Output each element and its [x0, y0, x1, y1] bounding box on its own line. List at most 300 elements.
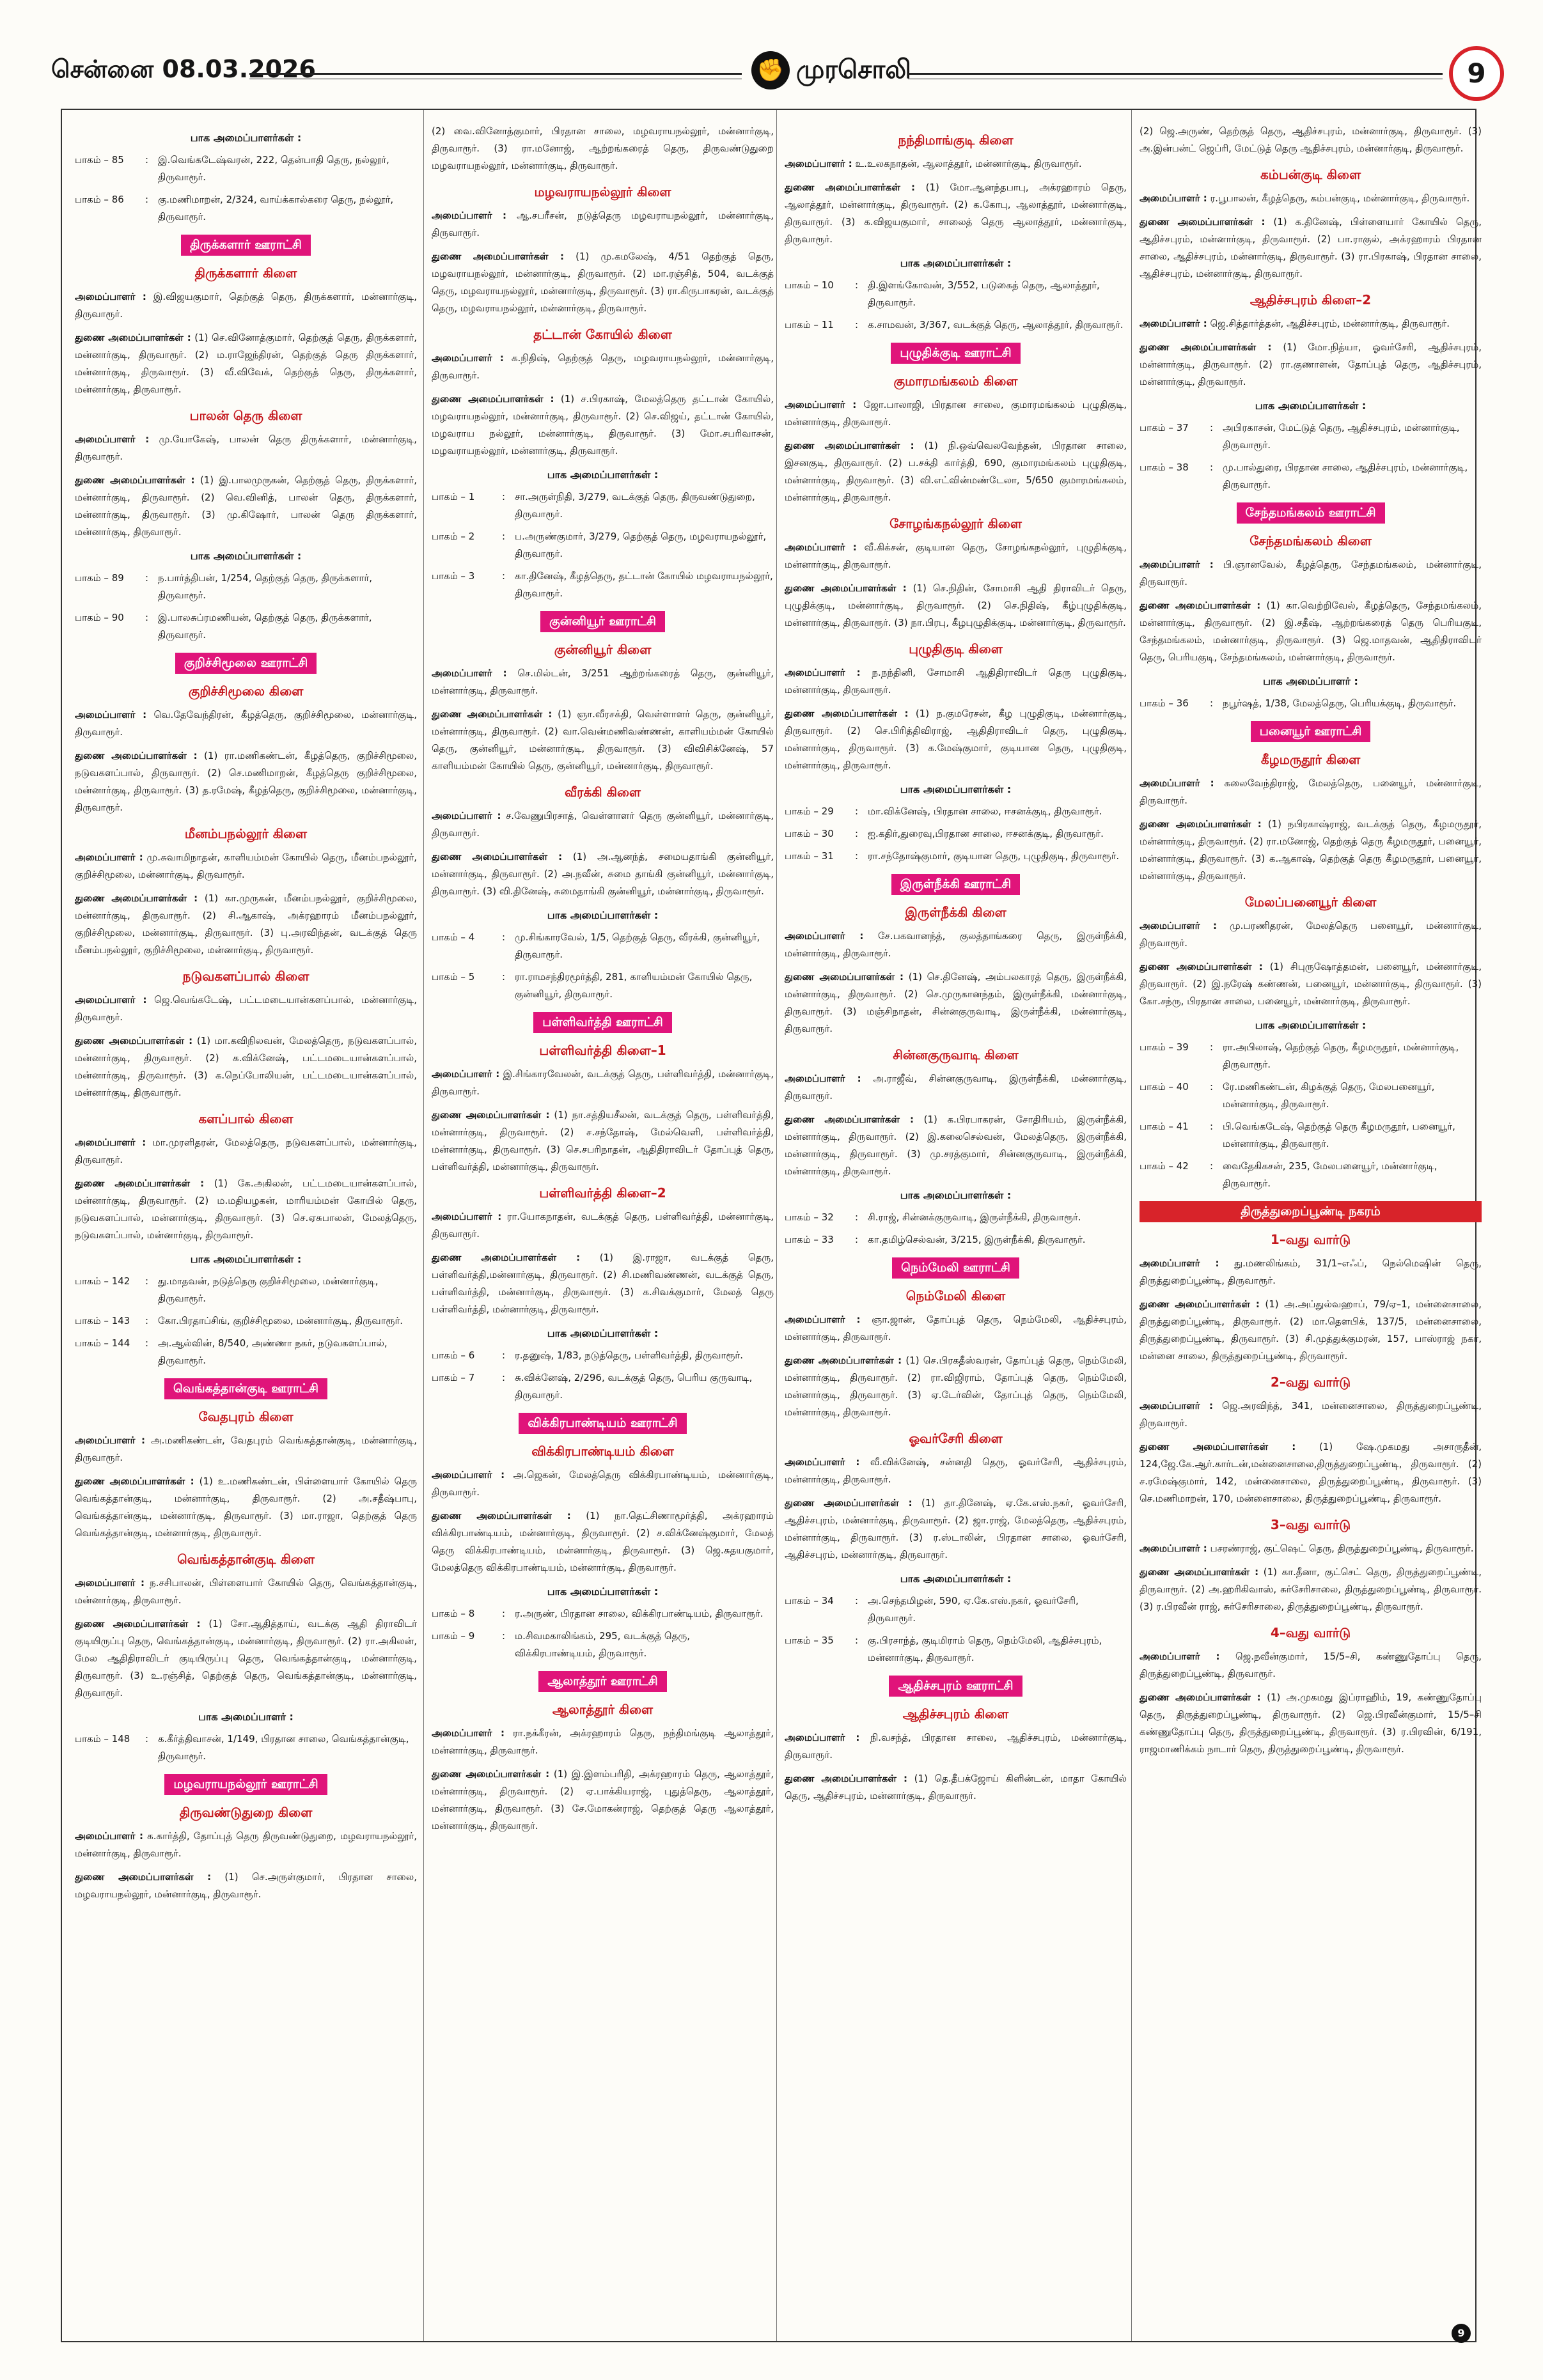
panchayat-banner	[1140, 1201, 1482, 1222]
organizer-entry	[75, 1134, 417, 1169]
paper-logo-icon: ✊	[751, 51, 790, 89]
organizer-entry	[785, 968, 1127, 1038]
organizer-text: (1) செ.தினேஷ், அம்பலகாரத் தெரு, இருள்நீக்கி, மன்னார்குடி, திருவாரூர். (2) செ.முருகானந்தம், இருள்நீக்கி, மன்னார்குடி, திருவாரூர். (3) மஞ்சிநாதன், சின்னகுருவாடி, இருள்நீக்கி, மன்னார்குடி, திருவாரூர்.	[785, 971, 1127, 1034]
branch-heading: வீரக்கி கிளை	[565, 784, 641, 800]
role-label: துணை அமைப்பாளர்கள் :	[75, 1475, 194, 1487]
organizer-text: (1) ஞா.வீரசக்தி, வெள்ளாளர் தெரு, குன்னியூர், மன்னார்குடி, திருவாரூர். (2) வா.வென்மணிவண்ணன், காளியம்மன் கோயில் தெரு, குன்னியூர், மன்னார்குடி, திருவாரூர். (3) விவிசிக்னேஷ், 57 காளியம்மன் கோயில் தெரு, குன்னியூர், மன்னார்குடி, திருவாரூர்.	[432, 708, 774, 772]
branch-heading: புழுதிகுடி கிளை	[909, 641, 1003, 657]
organizer-entry	[785, 1729, 1127, 1764]
booth-entry	[432, 1628, 774, 1662]
role-label: அமைப்பாளர் :	[1140, 1257, 1219, 1269]
organizer-entry	[75, 329, 417, 398]
booth-entry	[75, 609, 417, 644]
organizer-entry	[1140, 556, 1482, 591]
organizer-entry	[432, 1249, 774, 1318]
organizer-text: வீ.கிக்சன், குடியான தெரு, சோழங்கநல்லூர், புழுதிக்குடி, மன்னார்குடி, திருவாரூர்.	[785, 541, 1127, 570]
organizer-text: (1) கா.வெற்றிவேல், கீழத்தெரு, சேந்தமங்கலம், மன்னார்குடி, திருவாரூர். (2) இ.சதீஷ், ஆற்றங்கரைத் தெரு பெரியகுடி, சேந்தமங்கலம், மன்னார்குடி, திருவாரூர். (3) ஜெ.மாதவன், ஆதிதிராவிடர் தெரு, பெரியகுடி, சேந்தமங்கலம், மன்னார்குடி, திருவாரூர்.	[1140, 600, 1482, 663]
branch-heading: குன்னியூர் கிளை	[554, 642, 652, 657]
organizer-entry	[75, 1432, 417, 1466]
column-rule	[776, 110, 777, 2341]
branch-heading: நெம்மேலி கிளை	[905, 1288, 1006, 1303]
panchayat-banner-label: திருக்களார் ஊராட்சி	[181, 235, 311, 256]
masthead	[51, 45, 1496, 109]
booth-entry	[1140, 419, 1482, 454]
panchayat-banner	[785, 343, 1127, 364]
organizer-entry	[432, 1507, 774, 1576]
organizer-text: கலைவேந்திராஜ், மேலத்தெரு, பனையூர், மன்னார்குடி, திருவாரூர்.	[1140, 777, 1482, 806]
organizer-entry	[75, 472, 417, 541]
role-label: துணை அமைப்பாளர்கள் :	[785, 1114, 914, 1125]
booth-number: பாகம் – 39	[1140, 1041, 1189, 1053]
panchayat-banner	[785, 1676, 1127, 1697]
separator: :	[1210, 462, 1214, 473]
role-label: அமைப்பாளர் :	[75, 994, 147, 1006]
role-label: துணை அமைப்பாளர்கள் :	[1140, 600, 1261, 611]
organizer-text: (1) மு.கமலேஷ், 4/51 தெற்குத் தெரு, மழவராயநல்லூர், மன்னார்குடி, திருவாரூர். (2) மா.ரஞ்சித், 504, வடக்குத் தெரு, மழவராயநல்லூர், மன்னார்குடி, திருவாரூர். (3) ரா.கிருபாகரன், வடக்குத் தெரு, மழவராயநல்லூர், மன்னார்குடி, திருவாரூர்.	[432, 251, 774, 314]
role-label: அமைப்பாளர் :	[1140, 192, 1207, 204]
role-label: அமைப்பாளர் :	[1140, 1543, 1207, 1554]
organizer-entry	[75, 849, 417, 883]
organizer-text: அ.ராஜீவ், சின்னகுருவாடி, இருள்நீக்கி, மன்னார்குடி, திருவாரூர்.	[785, 1073, 1127, 1101]
organizer-entry	[1140, 123, 1482, 157]
organizer-entry	[1140, 1296, 1482, 1365]
organizer-entry	[1140, 1255, 1482, 1289]
booth-number: பாகம் – 35	[785, 1635, 834, 1646]
organizer-entry	[75, 992, 417, 1026]
organizer-entry	[432, 248, 774, 317]
booth-organizer: சா.அருள்நிதி, 3/279, வடக்குத் தெரு, திருவண்டுதுறை, திருவாரூர்.	[515, 491, 755, 520]
booth-number: பாகம் – 144	[75, 1337, 130, 1349]
separator: :	[502, 1608, 506, 1619]
organizer-text: (1) க.தினேஷ், பிள்ளையார் கோயில் தெரு, ஆதிச்சபுரம், மன்னார்குடி, திருவாரூர். (2) பா.ராகுல், அக்ரஹாரம் பிரதான சாலை, ஆதிச்சபுரம், மன்னார்குடி, திருவாரூர். (3) ரா.பிரகாஷ், பிரதான சாலை, ஆதிச்சபுரம், மன்னார்குடி, திருவாரூர்.	[1140, 216, 1482, 279]
branch-heading: திருவண்டுதுறை கிளை	[179, 1805, 313, 1820]
role-label: துணை அமைப்பாளர்கள் :	[75, 1871, 212, 1883]
booth-organizer: வைதேகிகசன், 235, மேலபனையூர், மன்னார்குடி, திருவாரூர்.	[1223, 1160, 1437, 1189]
organizer-text: (1) நா.சத்தியசீலன், வடக்குத் தெரு, பள்ளிவர்த்தி, மன்னார்குடி, திருவாரூர். (2) ச.சந்தோஷ், மேல்வெளி, பள்ளிவர்த்தி, மன்னார்குடி, திருவாரூர். (3) செ.சபரிநாதன், ஆதிதிராவிடர் தோப்புத் தெரு, பள்ளிவர்த்தி, மன்னார்குடி, திருவாரூர்.	[432, 1109, 774, 1172]
separator: :	[145, 154, 149, 166]
organizer-entry	[75, 1575, 417, 1609]
panchayat-banner-label: குறிச்சிமூலை ஊராட்சி	[175, 653, 317, 674]
booth-organizer: கு.மணிமாறன், 2/324, வாய்க்கால்கரை தெரு, நல்லூர், திருவாரூர்.	[158, 194, 394, 222]
organizer-text: (1) அ.அப்துல்வஹாப், 79/ஏ–1, மன்னைசாலை, திருத்துறைப்பூண்டி, திருவாரூர். (2) மா.தௌபிக், 137/5, மன்னைசாலை, திருத்துறைப்பூண்டி, திருவாரூர். (3) சி.முத்துக்குமரன், 157, பாஸ்ராஜ் நகர், மன்னை சாலை, திருத்துறைப்பூண்டி, திருவாரூர்.	[1140, 1298, 1482, 1362]
organizer-entry	[432, 706, 774, 775]
booth-entry	[1140, 1118, 1482, 1153]
organizer-entry	[785, 1495, 1127, 1564]
role-label: அமைப்பாளர் :	[432, 352, 504, 364]
organizer-entry	[1140, 1648, 1482, 1683]
booth-number: பாகம் – 37	[1140, 422, 1189, 433]
booth-entry	[785, 316, 1127, 334]
booth-entry	[1140, 1078, 1482, 1113]
booth-number: பாகம் – 2	[432, 531, 475, 542]
organizer-text: ச.வேணுபிரசாத், வெள்ளாளர் தெரு குன்னியூர், மன்னார்குடி, திருவாரூர்.	[432, 810, 774, 839]
organizer-entry	[1140, 958, 1482, 1010]
organizer-entry	[1140, 1540, 1482, 1557]
panchayat-banner-label: நெம்மேலி ஊராட்சி	[892, 1257, 1019, 1279]
branch-heading: மழவராயநல்லூர் கிளை	[534, 184, 671, 199]
role-label: துணை அமைப்பாளர்கள் :	[785, 182, 915, 193]
role-label: துணை அமைப்பாளர்கள் :	[75, 1178, 205, 1189]
separator: :	[1210, 1121, 1214, 1132]
organizer-text: (1) ந.குமரேசன், கீழ புழுதிகுடி, மன்னார்குடி, திருவாரூர். (2) செ.பிரித்திவிராஜ், ஆதிதிராவிடர் தெரு, புழுதிகுடி, மன்னார்குடி, திருவாரூர். (3) க.மேஷ்குமார், குடியான தெரு, புழுதிகுடி, மன்னார்குடி, திருவாரூர்.	[785, 708, 1127, 771]
booth-number: பாகம் – 148	[75, 1733, 130, 1745]
role-label: அமைப்பாளர் :	[785, 1732, 860, 1743]
booth-organizer: மு.சிங்காரவேல், 1/5, தெற்குத் தெரு, வீரக்கி, குன்னியூர், திருவாரூர்.	[515, 931, 760, 960]
booth-number: பாகம் – 33	[785, 1234, 834, 1245]
organizer-text: அ.ஜெகன், மேலத்தெரு விக்கிரபாண்டியம், மன்னார்குடி, திருவாரூர்.	[432, 1469, 774, 1498]
panchayat-banner-label: ஆதிச்சபுரம் ஊராட்சி	[889, 1676, 1022, 1697]
organizer-entry	[432, 1208, 774, 1243]
organizer-text: மு.சுவாமிநாதன், காளியம்மன் கோயில் தெரு, மீனம்பநல்லூர், குறிச்சிமூலை, மன்னார்குடி, திருவாரூர்.	[75, 852, 417, 880]
organizer-text: (2) ஜெ.அருண், தெற்குத் தெரு, ஆதிச்சபுரம், மன்னார்குடி, திருவாரூர். (3) அ.இன்பன்ட் ஜெப்ரி, மேட்டுத் தெரு ஆதிச்சபுரம், மன்னார்குடி, திருவாரூர்.	[1140, 125, 1482, 154]
organizer-entry	[432, 391, 774, 460]
role-label: துணை அமைப்பாளர்கள் :	[785, 1355, 902, 1366]
booth-number: பாகம் – 41	[1140, 1121, 1189, 1132]
booth-entry	[75, 191, 417, 226]
organizer-entry	[75, 1615, 417, 1702]
organizer-text: அ.மணிகண்டன், வேதபுரம் வெங்கத்தான்குடி, மன்னார்குடி, திருவாரூர்.	[75, 1435, 417, 1463]
organizer-entry	[432, 807, 774, 842]
separator: :	[145, 612, 149, 623]
organizer-text: (1) சோ.ஆதித்தாய், வடக்கு ஆதி திராவிடர் குடியிருப்பு தெரு, வெங்கத்தான்குடி, மன்னார்குடி, திருவாரூர். (2) ரா.அகிலன், மேல ஆதிதிராவிடர் குடியிருப்பு தெரு, வெங்கத்தான்குடி, மன்னார்குடி, திருவாரூர். (3) உ.ரஞ்சித், தெற்குத் தெரு, வெங்கத்தான்குடி, மன்னார்குடி, திருவாரூர்.	[75, 1618, 417, 1699]
organizer-entry	[785, 1770, 1127, 1805]
role-label: துணை அமைப்பாளர்கள் :	[75, 1035, 193, 1046]
organizer-entry	[785, 179, 1127, 248]
branch-heading: வெங்கத்தான்குடி கிளை	[177, 1552, 315, 1567]
branch-heading: வேதபுரம் கிளை	[198, 1409, 294, 1424]
role-label: அமைப்பாளர் :	[785, 158, 852, 169]
organizer-entry	[75, 288, 417, 323]
organizer-text: பி.ஞானவேல், கீழத்தெரு, சேந்தமங்கலம், மன்னார்குடி, திருவாரூர்.	[1140, 559, 1482, 587]
branch-heading: இருள்நீக்கி கிளை	[905, 905, 1006, 920]
role-label: துணை அமைப்பாளர்கள் :	[1140, 341, 1272, 353]
branch-heading: ஆலாத்தூர் கிளை	[552, 1702, 654, 1717]
booth-number: பாகம் – 3	[432, 570, 475, 582]
separator: :	[1210, 422, 1214, 433]
branch-heading: கம்பன்குடி கிளை	[1260, 167, 1361, 182]
panchayat-banner	[1140, 721, 1482, 742]
booth-number: பாகம் – 38	[1140, 462, 1189, 473]
section-subheading: பாக அமைப்பாளர்கள் :	[547, 1327, 659, 1339]
role-label: துணை அமைப்பாளர்கள் :	[432, 708, 552, 720]
organizer-entry	[785, 1070, 1127, 1105]
booth-entry	[432, 488, 774, 523]
role-label: துணை அமைப்பாளர்கள் :	[1140, 1692, 1261, 1703]
organizer-text: ஞா.ஜான், தோப்புத் தெரு, நெம்மேலி, ஆதிச்சபுரம், மன்னார்குடி, திருவாரூர்.	[785, 1314, 1127, 1342]
booth-entry	[432, 1605, 774, 1622]
section-subheading: பாக அமைப்பாளர்கள் :	[190, 1253, 302, 1265]
booth-number: பாகம் – 6	[432, 1349, 475, 1361]
booth-organizer: க.சாமவன், 3/367, வடக்குத் தெரு, ஆலாத்தூர், திருவாரூர்.	[868, 319, 1124, 331]
role-label: அமைப்பாளர் :	[75, 1830, 144, 1842]
role-label: துணை அமைப்பாளர்கள் :	[1140, 1298, 1260, 1310]
organizer-entry	[75, 706, 417, 741]
role-label: அமைப்பாளர் :	[785, 930, 864, 942]
organizer-entry	[75, 1175, 417, 1244]
panchayat-banner-label: விக்கிரபாண்டியம் ஊராட்சி	[519, 1413, 686, 1434]
booth-entry	[432, 929, 774, 963]
section-subheading: பாக அமைப்பாளர்கள் :	[190, 132, 302, 144]
booth-entry	[785, 848, 1127, 865]
organizer-text: இ.சிங்காரவேலன், வடக்குத் தெரு, பள்ளிவர்த்தி, மன்னார்குடி, திருவாரூர்.	[432, 1068, 774, 1097]
separator: :	[855, 319, 859, 331]
organizer-text: மா.முரளிதரன், மேலத்தெரு, நடுவகளப்பால், மன்னார்குடி, திருவாரூர்.	[75, 1137, 417, 1165]
role-label: அமைப்பாளர் :	[75, 852, 143, 863]
separator: :	[145, 1733, 149, 1745]
panchayat-banner	[75, 1774, 417, 1795]
booth-entry	[432, 1347, 774, 1364]
booth-number: பாகம் – 31	[785, 850, 834, 862]
role-label: அமைப்பாளர் :	[785, 399, 857, 410]
role-label: அமைப்பாளர் :	[432, 810, 501, 821]
column-2	[432, 123, 774, 1841]
column-rule	[1131, 110, 1132, 2341]
organizer-entry	[1140, 917, 1482, 952]
role-label: அமைப்பாளர் :	[432, 1469, 505, 1481]
section-subheading: பாக அமைப்பாளர்கள் :	[1255, 400, 1367, 412]
panchayat-banner	[75, 1378, 417, 1399]
role-label: அமைப்பாளர் :	[75, 709, 147, 720]
organizer-entry	[432, 1107, 774, 1176]
organizer-text: (1) உ.மணிகண்டன், பிள்ளையார் கோயில் தெரு வெங்கத்தான்குடி, மன்னார்குடி, திருவாரூர். (2) அ.சதீஷ்பாபு, வெங்கத்தான்குடி, மன்னார்குடி, திருவாரூர். (3) மா.ராஜா, தெற்குத் தெரு வெங்கத்தான்குடி, மன்னார்குடி, திருவாரூர்.	[75, 1475, 417, 1539]
branch-heading: ஆதிச்சபுரம் கிளை–2	[1249, 292, 1372, 307]
branch-heading: சின்னகுருவாடி கிளை	[893, 1047, 1019, 1062]
role-label: அமைப்பாளர் :	[75, 433, 150, 445]
branch-heading: நந்திமாங்குடி கிளை	[898, 132, 1014, 148]
booth-number: பாகம் – 42	[1140, 1160, 1189, 1172]
booth-number: பாகம் – 30	[785, 828, 834, 839]
organizer-text: து.மணலிங்கம், 31/1–எஃப், நெல்மெஷின் தெரு, திருத்துறைப்பூண்டி, திருவாரூர்.	[1140, 1257, 1482, 1286]
section-subheading: பாக அமைப்பாளர்கள் :	[547, 1585, 659, 1598]
organizer-entry	[1140, 775, 1482, 809]
organizer-text: ந.நந்தினி, சோமாசி ஆதிதிராவிடர் தெரு புழுதிகுடி, மன்னார்குடி, திருவாரூர்.	[785, 667, 1127, 696]
organizer-entry	[785, 1454, 1127, 1488]
organizer-text: இ.விஜயகுமார், தெற்குத் தெரு, திருக்களார், மன்னார்குடி, திருவாரூர்.	[75, 291, 417, 320]
organizer-text: நி.வசந்த், பிரதான சாலை, ஆதிச்சபுரம், மன்னார்குடி, திருவாரூர்.	[785, 1732, 1127, 1761]
role-label: அமைப்பாளர் :	[785, 541, 857, 553]
booth-entry	[432, 968, 774, 1003]
role-label: துணை அமைப்பாளர்கள் :	[1140, 1441, 1296, 1452]
organizer-entry	[1140, 1689, 1482, 1758]
organizer-entry	[75, 1828, 417, 1862]
organizer-text: (1) அ.ஆனந்த், சமையதாங்கி குன்னியூர், மன்னார்குடி, திருவாரூர். (2) அ.நவீன், சுமை தாங்கி குன்னியூர், மன்னார்குடி, திருவாரூர். (3) வி.தினேஷ், சுமைதாங்கி குன்னியூர், மன்னார்குடி, திருவாரூர்.	[432, 851, 774, 897]
organizer-text: (1) கா.தீனா, குட்செட் தெரு, திருத்துறைப்பூண்டி, திருவாரூர். (2) அ.ஹரிகிவாஸ், சுர்சேரிசாலை, திருத்துறைப்பூண்டி, திருவாரூர். (3) ர.பிரவீன் ராஜ், சுர்சேரிசாலை, திருத்துறைப்பூண்டி, திருவாரூர்.	[1140, 1566, 1482, 1612]
organizer-text: (1) செ.பிரகதீஸ்வரன், தோப்புத் தெரு, நெம்மேலி, மன்னார்குடி, திருவாரூர். (2) ரா.விஜிராம், தோப்புத் தெரு, நெம்மேலி, மன்னார்குடி, திருவாரூர். (3) ஏ.டேர்வின், தோப்புத் தெரு, நெம்மேலி, மன்னார்குடி, திருவாரூர்.	[785, 1355, 1127, 1418]
branch-heading: தட்டான் கோயில் கிளை	[533, 327, 672, 342]
footer-page-number: 9	[1452, 2324, 1471, 2343]
booth-organizer: ரா.ராமசந்திரமூர்த்தி, 281, காளியம்மன் கோயில் தெரு, குன்னியூர், திருவாரூர்.	[515, 971, 753, 1000]
organizer-entry	[785, 580, 1127, 632]
role-label: துணை அமைப்பாளர்கள் :	[432, 851, 563, 862]
role-label: துணை அமைப்பாளர்கள் :	[785, 1497, 912, 1509]
booth-number: பாகம் – 89	[75, 572, 124, 584]
organizer-text: ஜெ.வெங்கடேஷ், பட்டமடையான்களப்பால், மன்னார்குடி, திருவாரூர்.	[75, 994, 417, 1023]
section-subheading: பாக அமைப்பாளர் :	[198, 1711, 294, 1723]
booth-organizer: அ.செந்தமிழன், 590, ஏ.கே.எஸ்.நகர், ஓவர்சேரி, திருவாரூர்.	[868, 1595, 1079, 1624]
booth-number: பாகம் – 34	[785, 1595, 834, 1606]
booth-number: பாகம் – 90	[75, 612, 124, 623]
organizer-entry	[75, 747, 417, 816]
organizer-text: (1) செ.அருள்குமார், பிரதான சாலை, மழவராயநல்லூர், மன்னார்குடி, திருவாரூர்.	[75, 1871, 417, 1900]
organizer-entry	[1140, 1438, 1482, 1507]
column-4	[1140, 123, 1482, 1764]
masthead-rule-left	[249, 73, 742, 79]
booth-entry	[785, 803, 1127, 820]
panchayat-banner	[1140, 502, 1482, 524]
branch-heading: 2–வது வார்டு	[1270, 1374, 1351, 1390]
booth-number: பாகம் – 86	[75, 194, 124, 205]
branch-heading: குறிச்சிமூலை கிளை	[188, 683, 304, 699]
booth-organizer: ப.அருண்குமார், 3/279, தெற்குத் தெரு, மழவராயநல்லூர், திருவாரூர்.	[515, 531, 767, 559]
booth-number: பாகம் – 1	[432, 491, 475, 502]
organizer-text: (1) ச.பிரகாஷ், மேலத்தெரு தட்டான் கோயில், மழவராயநல்லூர், மன்னார்குடி, திருவாரூர். (2) செ.விஜய், தட்டான் கோயில், மழவராய நல்லூர், மன்னார்குடி, திருவாரூர். (3) மோ.சபரிவாசன், மழவராயநல்லூர், மன்னார்குடி, திருவாரூர்.	[432, 393, 774, 456]
organizer-text: (1) ஷே.முகமது அசாருதீன், 124,ஜே.கே.ஆர்.கார்டன்,மன்னைசாலை,திருத்துறைப்பூண்டி, திருவாரூர். (2) ச.ரமேஷ்குமார், 142, மன்னைசாலை, திருத்துறைப்பூண்டி, திருவாரூர். (3) செ.மணிமாறன், 170, மன்னைசாலை, திருத்துறைப்பூண்டி, திருவாரூர்.	[1140, 1441, 1482, 1504]
role-label: அமைப்பாளர் :	[1140, 1651, 1220, 1662]
branch-heading: பள்ளிவர்த்தி கிளை–2	[539, 1185, 666, 1201]
organizer-entry	[75, 1032, 417, 1101]
branch-heading: நடுவகளப்பால் கிளை	[182, 968, 309, 984]
booth-organizer: மு.பால்துரை, பிரதான சாலை, ஆதிச்சபுரம், மன்னார்குடி, திருவாரூர்.	[1223, 462, 1468, 490]
organizer-text: ஆ.சபரீசன், நடுத்தெரு மழவராயநல்லூர், மன்னார்குடி, திருவாரூர்.	[432, 210, 774, 238]
organizer-entry	[1140, 1564, 1482, 1615]
organizer-text: ர.பூபாலன், கீழத்தெரு, கம்பன்குடி, மன்னார்குடி, திருவாரூர்.	[1210, 192, 1470, 204]
booth-number: பாகம் – 11	[785, 319, 834, 331]
booth-number: பாகம் – 36	[1140, 697, 1189, 709]
edition-date: சென்னை 08.03.2026	[51, 55, 316, 83]
role-label: அமைப்பாளர் :	[432, 667, 507, 679]
role-label: துணை அமைப்பாளர்கள் :	[75, 332, 191, 343]
role-label: அமைப்பாளர் :	[1140, 559, 1214, 570]
organizer-text: வெ.தேவேந்திரன், கீழத்தெரு, குறிச்சிமூலை, மன்னார்குடி, திருவாரூர்.	[75, 709, 417, 738]
role-label: அமைப்பாளர் :	[1140, 1400, 1213, 1412]
booth-number: பாகம் – 10	[785, 279, 834, 291]
organizer-entry	[432, 665, 774, 699]
organizer-text: (1) கா.முருகன், மீனம்பநல்லூர், குறிச்சிமூலை, மன்னார்குடி, திருவாரூர். (2) சி.ஆகாஷ், அக்ரஹாரம் மீனம்பநல்லூர், குறிச்சிமூலை, மன்னார்குடி, திருவாரூர். (3) பு.அரவிந்தன், வடக்குத் தெரு மீனம்பநல்லூர், குறிச்சிமூலை, மன்னார்குடி, திருவாரூர்.	[75, 892, 417, 956]
organizer-text: பசரண்ராஜ், குட்ஷெட் தெரு, திருத்துறைப்பூண்டி, திருவாரூர்.	[1210, 1543, 1474, 1554]
separator: :	[1210, 697, 1214, 709]
separator: :	[502, 1630, 506, 1642]
booth-organizer: ர.தனுஷ், 1/83, நடுத்தெரு, பள்ளிவர்த்தி, திருவாரூர்.	[515, 1349, 744, 1361]
separator: :	[502, 971, 506, 983]
role-label: துணை அமைப்பாளர்கள் :	[785, 1773, 907, 1784]
separator: :	[502, 491, 506, 502]
role-label: அமைப்பாளர் :	[432, 210, 507, 221]
organizer-entry	[785, 705, 1127, 774]
organizer-text: ந.சசிபாலன், பிள்ளையார் கோயில் தெரு, வெங்கத்தான்குடி, மன்னார்குடி, திருவாரூர்.	[75, 1577, 417, 1606]
booth-number: பாகம் – 9	[432, 1630, 475, 1642]
panchayat-banner-label: ஆலாத்தூர் ஊராட்சி	[538, 1671, 666, 1692]
booth-organizer: ரே.மணிகண்டன், கிழக்குத் தெரு, மேலபனையூர், மன்னார்குடி, திருவாரூர்.	[1223, 1081, 1435, 1110]
organizer-entry	[785, 1311, 1127, 1346]
organizer-entry	[432, 1066, 774, 1100]
booth-organizer: கா.தமிழ்செல்வன், 3/215, இருள்நீக்கி, திருவாரூர்.	[868, 1234, 1086, 1245]
panchayat-banner-label: இருள்நீக்கி ஊராட்சி	[891, 874, 1020, 895]
organizer-entry	[432, 848, 774, 900]
booth-entry	[785, 1231, 1127, 1248]
panchayat-banner-label: பள்ளிவர்த்தி ஊராட்சி	[533, 1012, 672, 1033]
separator: :	[1210, 1160, 1214, 1172]
booth-organizer: சி.ராஜ், சின்னக்குருவாடி, இருள்நீக்கி, திருவாரூர்.	[868, 1211, 1081, 1223]
role-label: அமைப்பாளர் :	[785, 667, 861, 678]
organizer-entry	[75, 431, 417, 465]
booth-number: பாகம் – 7	[432, 1372, 475, 1383]
booth-number: பாகம் – 29	[785, 805, 834, 817]
branch-heading: 4–வது வார்டு	[1270, 1625, 1351, 1640]
role-label: துணை அமைப்பாளர்கள் :	[432, 251, 564, 262]
role-label: அமைப்பாளர் :	[1140, 920, 1217, 931]
role-label: அமைப்பாளர் :	[75, 1137, 146, 1148]
organizer-text: (2) வை.வினோத்குமார், பிரதான சாலை, மழவராயநல்லூர், மன்னார்குடி, திருவாரூர். (3) ரா.மனோஜ், ஆற்றங்கரைத் தெரு, திருவண்டுதுறை மழவராயநல்லூர், மன்னார்குடி, திருவாரூர்.	[432, 125, 774, 171]
booth-entry	[75, 1335, 417, 1369]
booth-organizer: தி.இளங்கோவன், 3/552, படுகைத் தெரு, ஆலாத்தூர், திருவாரூர்.	[868, 279, 1100, 308]
booth-entry	[75, 1273, 417, 1307]
booth-entry	[785, 1592, 1127, 1627]
section-subheading: பாக அமைப்பாளர்கள் :	[1255, 1019, 1367, 1031]
booth-organizer: க.கீர்த்திவாசன், 1/149, பிரதான சாலை, வெங்கத்தான்குடி, திருவாரூர்.	[158, 1733, 409, 1762]
booth-number: பாகம் – 40	[1140, 1081, 1189, 1093]
separator: :	[855, 1234, 859, 1245]
branch-heading: மீனம்பநல்லூர் கிளை	[184, 826, 308, 841]
organizer-text: (1) அ.முகமது இப்ராஹிம், 19, கண்ணுதோப்பு தெரு, திருத்துறைப்பூண்டி, திருவாரூர். (2) ஜெ.பிரவீன்குமார், 15/5–சி கண்ணுதோப்பு தெரு, திருத்துறைப்பூண்டி, திருவாரூர். (3) ர.பிரவின், 6/191, ராஜமாணிக்கம் நாடார் தெரு, திருத்துறைப்பூண்டி, திருவாரூர்.	[1140, 1692, 1482, 1755]
organizer-entry	[432, 207, 774, 242]
separator: :	[145, 194, 149, 205]
role-label: துணை அமைப்பாளர்கள் :	[1140, 818, 1262, 830]
panchayat-banner	[432, 611, 774, 632]
separator: :	[855, 850, 859, 862]
organizer-entry	[75, 890, 417, 959]
booth-entry	[1140, 1039, 1482, 1073]
role-label: துணை அமைப்பாளர்கள் :	[75, 892, 198, 904]
role-label: அமைப்பாளர் :	[75, 1577, 145, 1589]
organizer-text: (1) தா.தினேஷ், ஏ.கே.எஸ்.நகர், ஓவர்சேரி, ஆதிச்சபுரம், மன்னார்குடி, திருவாரூர். (2) ஜா.ராஜ், மேலத்தெரு, ஆதிச்சபுரம், மன்னார்குடி, திருவாரூர். (3) ர.ஸ்டாலின், பிரதான சாலை, ஓவர்சேரி, ஆதிச்சபுரம், மன்னார்குடி, திருவாரூர்.	[785, 1497, 1127, 1560]
booth-number: பாகம் – 85	[75, 154, 124, 166]
role-label: துணை அமைப்பாளர்கள் :	[75, 474, 195, 486]
booth-entry	[785, 1632, 1127, 1667]
booth-organizer: அ.ஆல்வின், 8/540, அண்ணா நகர், நடுவகளப்பால், திருவாரூர்.	[158, 1337, 388, 1366]
masthead-rule-right	[908, 73, 1443, 79]
branch-heading: களப்பால் கிளை	[198, 1111, 294, 1126]
booth-organizer: சு.விக்னேஷ், 2/296, வடக்குத் தெரு, பெரிய குருவாடி, திருவாரூர்.	[515, 1372, 753, 1401]
section-subheading: பாக அமைப்பாளர்கள் :	[190, 550, 302, 562]
section-subheading: பாக அமைப்பாளர்கள் :	[900, 783, 1012, 795]
organizer-entry	[432, 1766, 774, 1835]
separator: :	[855, 279, 859, 291]
role-label: துணை அமைப்பாளர்கள் :	[1140, 1566, 1259, 1578]
organizer-entry	[785, 664, 1127, 699]
organizer-text: (1) நா.தெட்சிணாமூர்த்தி, அக்ரஹாரம் விக்கிரபாண்டியம், மன்னார்குடி, திருவாரூர். (2) ச.விக்னேஷ்குமார், மேலத் தெரு விக்கிரபாண்டியம், மன்னார்குடி, திருவாரூர். (3) ஜெ.சுதயகுமார், மேலத்தெரு விக்கிரபாண்டியம், மன்னார்குடி, திருவாரூர்.	[432, 1510, 774, 1573]
booth-organizer: நபூர்ஷத், 1/38, மேலத்தெரு, பெரியக்குடி, திருவாரூர்.	[1223, 697, 1457, 709]
organizer-entry	[75, 1473, 417, 1542]
booth-entry	[75, 570, 417, 604]
organizer-text: ரா.யோகநாதன், வடக்குத் தெரு, பள்ளிவர்த்தி, மன்னார்குடி, திருவாரூர்.	[432, 1211, 774, 1240]
separator: :	[145, 1315, 149, 1326]
organizer-text: (1) ரா.மணிகண்டன், கீழத்தெரு, குறிச்சிமூலை, நடுவகளப்பால், திருவாரூர். (2) செ.மணிமாறன், கீழத்தெரு குறிச்சிமூலை, மன்னார்குடி, திருவாரூர். (3) த.ரமேஷ், கீழத்தெரு, குறிச்சிமூலை, மன்னார்குடி, திருவாரூர்.	[75, 750, 417, 813]
role-label: துணை அமைப்பாளர்கள் :	[1140, 216, 1265, 228]
branch-heading: பள்ளிவர்த்தி கிளை–1	[539, 1043, 666, 1058]
booth-number: பாகம் – 8	[432, 1608, 475, 1619]
separator: :	[855, 828, 859, 839]
booth-organizer: மா.விக்னேஷ், பிரதான சாலை, ஈசனக்குடி, திருவாரூர்.	[868, 805, 1102, 817]
booth-organizer: இ.வெங்கடேஷ்வரன், 222, தென்பாதி தெரு, நல்லூர், திருவாரூர்.	[158, 154, 389, 183]
role-label: அமைப்பாளர் :	[785, 1456, 860, 1468]
organizer-text: ஜெ.சித்தார்த்தன், ஆதிச்சபுரம், மன்னார்குடி, திருவாரூர்.	[1210, 318, 1450, 329]
branch-heading: மேலப்பனையூர் கிளை	[1244, 894, 1377, 910]
booth-entry	[1140, 1158, 1482, 1192]
organizer-entry	[432, 1725, 774, 1759]
booth-number: பாகம் – 5	[432, 971, 475, 983]
branch-heading: சேந்தமங்கலம் கிளை	[1249, 533, 1372, 548]
organizer-text: (1) நி.ஒவ்வெலவேந்தன், பிரதான சாலை, இசனகுடி, திருவாரூர். (2) ப.சக்தி கார்த்தி, 690, குமாரமங்கலம் புழுதிகுடி, மன்னார்குடி, திருவாரூர். (3) வி.எட்வின்மண்டேலா, 5/650 குமாரமங்கலம், மன்னார்குடி, திருவாரூர்.	[785, 440, 1127, 503]
